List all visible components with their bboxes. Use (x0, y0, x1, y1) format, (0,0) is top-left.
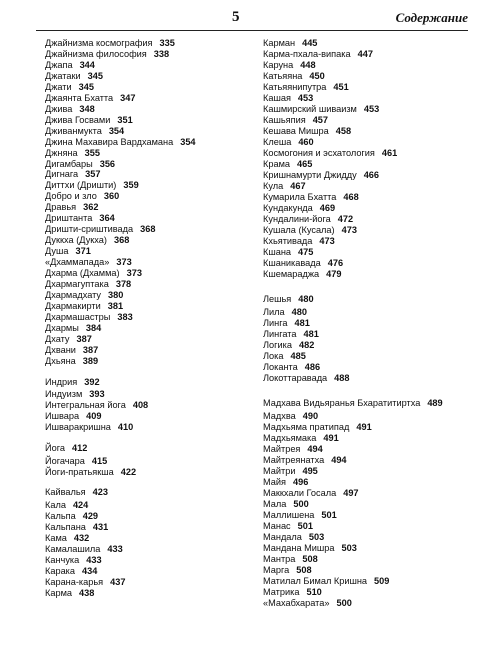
index-entry (263, 148, 397, 159)
index-page-number: 387 (76, 333, 92, 344)
index-page-number: 497 (343, 488, 359, 498)
index-term: Майя (263, 477, 286, 487)
index-entry (45, 290, 123, 301)
index-page-number: 355 (84, 147, 100, 158)
index-entry (45, 345, 98, 356)
index-page-number: 508 (296, 565, 312, 575)
index-entry (263, 38, 317, 49)
index-page-number: 491 (323, 433, 339, 443)
index-entry (45, 235, 129, 246)
index-page-number: 438 (79, 587, 95, 598)
index-entry (263, 598, 352, 609)
index-page-number: 481 (294, 318, 310, 328)
index-page-number: 508 (302, 554, 318, 564)
index-page-number: 359 (123, 180, 139, 191)
index-page-number: 509 (374, 576, 390, 586)
index-entry (263, 373, 350, 384)
index-page-number: 472 (337, 214, 354, 224)
index-page-number: 460 (298, 137, 314, 147)
index-term: Матрика (263, 587, 300, 597)
index-entry (45, 60, 95, 71)
index-term: Джапа (45, 59, 73, 70)
index-term: Дхармагуптака (45, 278, 109, 289)
index-page-number: 356 (99, 158, 116, 169)
index-page-number: 501 (297, 521, 313, 531)
index-page-number: 482 (298, 340, 315, 350)
index-page-number: 387 (82, 344, 99, 355)
index-page-number: 448 (300, 60, 316, 70)
index-term: Мадхьяма пратипад (263, 422, 350, 432)
index-term: Карман (263, 38, 296, 48)
index-page-number: 476 (327, 258, 344, 268)
index-term: Дуккха (Дукха) (45, 235, 107, 246)
index-term: Дхарма (Дхамма) (45, 267, 120, 278)
index-term: Ишвара (45, 411, 80, 422)
index-entry (45, 500, 88, 511)
index-entry (263, 93, 313, 104)
index-entry (45, 312, 133, 323)
index-page-number: 473 (341, 225, 357, 235)
index-term: Локанта (263, 362, 298, 372)
index-page-number: 453 (363, 104, 380, 114)
index-entry (263, 510, 337, 521)
index-term: Мантра (263, 554, 296, 564)
index-entry (45, 566, 97, 577)
index-term: Интегральная йога (45, 400, 126, 411)
index-page-number: 432 (73, 532, 90, 543)
index-entry (45, 323, 101, 334)
index-entry (263, 499, 309, 510)
index-term: Мала (263, 499, 287, 509)
index-page-number: 345 (87, 70, 103, 81)
index-term: Мадхва (263, 411, 296, 421)
index-term: Кхьятивада (263, 236, 313, 246)
index-entry (45, 443, 87, 454)
index-entry (263, 521, 313, 532)
index-term: Дигнага (45, 169, 79, 180)
index-term: Лока (263, 351, 284, 361)
index-term: Дхату (45, 333, 70, 344)
index-term: Кашьяпия (263, 115, 306, 125)
index-term: Ишваракришна (45, 422, 111, 433)
index-page-number: 364 (99, 213, 115, 224)
index-term: Индрия (45, 376, 78, 387)
index-term: Кула (263, 181, 284, 191)
index-page-number: 362 (83, 202, 99, 213)
index-entry (45, 511, 98, 522)
index-term: Кайвалья (45, 487, 86, 498)
index-entry (45, 213, 115, 224)
index-page-number: 368 (140, 224, 156, 235)
index-entry (263, 576, 389, 587)
index-entry (45, 389, 105, 400)
index-page-number: 408 (132, 400, 149, 411)
index-page-number: 392 (84, 376, 100, 387)
index-entry (263, 477, 308, 488)
index-page-number: 496 (292, 477, 309, 487)
index-entry (263, 192, 359, 203)
index-page-number: 467 (290, 181, 306, 191)
index-term: Карана-карья (45, 576, 104, 587)
index-term: Джатаки (45, 70, 81, 81)
index-entry (263, 433, 339, 444)
index-entry (263, 214, 353, 225)
page-number: 5 (232, 9, 240, 25)
index-term: Майтрея (263, 444, 301, 454)
index-page-number: 489 (427, 398, 443, 408)
index-page-number: 380 (108, 289, 124, 300)
index-entry (263, 294, 314, 305)
index-entry (45, 422, 133, 433)
index-entry (45, 38, 175, 49)
index-page-number: 360 (103, 191, 120, 202)
index-page-number: 466 (363, 170, 380, 180)
index-entry (45, 93, 136, 104)
index-page-number: 458 (335, 126, 352, 136)
index-term: Джаянта Бхатта (45, 92, 114, 103)
index-entry (45, 467, 136, 478)
index-entry (263, 411, 318, 422)
index-entry (263, 362, 320, 373)
index-term: Дриштанта (45, 213, 93, 224)
index-page-number: 423 (92, 487, 108, 498)
index-term: Катьяянипутра (263, 82, 327, 92)
index-page-number: 461 (381, 148, 398, 158)
index-entry (263, 532, 324, 543)
index-entry (45, 159, 115, 170)
index-term: Джайнизма космография (45, 38, 153, 48)
index-term: Кешава Мишра (263, 126, 329, 136)
index-page-number: 383 (117, 311, 133, 322)
index-entry (263, 455, 347, 466)
index-entry (263, 104, 379, 115)
index-term: Локоттаравада (263, 373, 328, 383)
index-entry (263, 258, 343, 269)
index-page-number: 348 (79, 103, 95, 114)
index-page-number: 494 (307, 444, 323, 454)
index-term: Лешья (263, 294, 292, 304)
index-entry (263, 351, 306, 362)
index-term: Кальпана (45, 521, 86, 532)
index-page-number: 490 (302, 411, 319, 421)
index-page-number: 422 (120, 467, 137, 478)
index-page-number: 503 (341, 543, 357, 553)
index-entry (263, 587, 322, 598)
index-term: Маккхали Госала (263, 488, 337, 498)
index-term: Мандана Мишра (263, 543, 335, 553)
index-entry (45, 104, 95, 115)
index-term: Дхармашастры (45, 311, 111, 322)
index-term: Манас (263, 521, 291, 531)
index-term: Канчука (45, 554, 80, 565)
index-page-number: 373 (126, 267, 142, 278)
index-entry (263, 422, 372, 433)
index-term: Дхармадхату (45, 289, 102, 300)
running-title: Содержание (395, 10, 468, 25)
index-page-number: 450 (309, 71, 325, 81)
index-page-number: 451 (333, 82, 349, 92)
index-term: Космогония и эсхатология (263, 148, 375, 158)
index-page-number: 368 (113, 235, 130, 246)
index-term: Кшаникавада (263, 258, 321, 268)
index-page-number: 354 (180, 136, 196, 147)
index-entry (45, 82, 94, 93)
index-term: Кама (45, 532, 67, 543)
index-term: Кундалини-йога (263, 214, 331, 224)
index-term: Джина Махавира Вардхамана (45, 136, 174, 147)
index-term: Дришти-сриштивада (45, 224, 134, 235)
index-term: Кала (45, 500, 66, 510)
index-entry (263, 318, 310, 329)
index-entry (45, 169, 101, 180)
index-page-number: 338 (153, 48, 170, 59)
index-page-number: 393 (89, 389, 105, 400)
index-page-number: 500 (336, 598, 352, 608)
index-term: Кушала (Кусала) (263, 225, 335, 235)
index-page-number: 437 (110, 576, 126, 587)
index-entry (45, 577, 125, 588)
index-entry (45, 257, 132, 268)
index-entry (45, 533, 89, 544)
index-term: Дхвани (45, 344, 76, 355)
index-term: Маллишена (263, 510, 315, 520)
index-term: Добро и зло (45, 191, 97, 202)
index-term: Линга (263, 318, 288, 328)
index-entry (263, 71, 325, 82)
index-page-number: 480 (298, 294, 314, 304)
index-term: Майтреянатха (263, 455, 325, 465)
index-page-number: 415 (91, 456, 108, 467)
index-term: Дживанмукта (45, 125, 102, 136)
index-term: Дхармакирти (45, 300, 101, 311)
index-term: Кашая (263, 93, 291, 103)
index-term: Карма-пхала-випака (263, 49, 351, 59)
index-entry (263, 329, 319, 340)
index-page-number: 479 (326, 269, 342, 279)
index-term: Джива Госвами (45, 114, 111, 125)
index-entry (263, 60, 316, 71)
index-page-number: 468 (343, 192, 359, 202)
index-page-number: 453 (297, 93, 314, 103)
index-page-number: 345 (78, 81, 94, 92)
index-page-number: 384 (85, 322, 102, 333)
index-entry (45, 180, 139, 191)
index-term: Кумарила Бхатта (263, 192, 337, 202)
index-page-number: 351 (117, 114, 133, 125)
index-term: Марга (263, 565, 290, 575)
index-entry (263, 307, 307, 318)
index-term: Кальпа (45, 511, 76, 521)
index-entry (263, 444, 323, 455)
index-term: Кшана (263, 247, 292, 257)
index-entry (263, 398, 443, 409)
index-term: Матилал Бимал Кришна (263, 576, 368, 586)
index-term: Кашмирский шиваизм (263, 104, 357, 114)
index-term: Джати (45, 81, 72, 92)
index-page-number: 344 (79, 59, 95, 70)
index-page-number: 389 (82, 355, 99, 366)
index-page-number: 503 (308, 532, 325, 542)
index-entry (45, 334, 92, 345)
index-page-number: 378 (115, 278, 132, 289)
index-page-number: 433 (86, 554, 102, 565)
index-entry (45, 279, 131, 290)
index-term: Крама (263, 159, 290, 169)
index-term: Диттхи (Дришти) (45, 180, 117, 191)
index-term: Дхармы (45, 322, 79, 333)
index-entry (45, 224, 155, 235)
index-page-number: 354 (108, 125, 125, 136)
index-term: Катьяяна (263, 71, 303, 81)
index-entry (45, 544, 123, 555)
index-page-number: 335 (159, 38, 175, 48)
index-entry (263, 466, 318, 477)
index-entry (263, 236, 335, 247)
index-term: Джива (45, 103, 73, 114)
index-entry (45, 400, 148, 411)
index-page-number: 429 (82, 511, 99, 521)
index-page-number: 480 (291, 307, 307, 317)
index-term: Дхьяна (45, 355, 76, 366)
index-entry (263, 115, 328, 126)
index-entry (45, 356, 98, 367)
index-page-number: 434 (82, 565, 98, 576)
index-entry (263, 159, 312, 170)
index-entry (45, 522, 108, 533)
index-entry (263, 488, 359, 499)
index-term: Йоги-пратьякша (45, 467, 114, 478)
index-term: Джайнизма философия (45, 48, 147, 59)
index-page-number: 410 (117, 422, 134, 433)
index-page-number: 409 (86, 411, 102, 422)
index-term: Мадхьямака (263, 433, 317, 443)
index-term: Джняна (45, 147, 78, 158)
index-entry (45, 49, 169, 60)
index-term: Лингата (263, 329, 297, 339)
index-term: Майтри (263, 466, 296, 476)
index-entry (45, 246, 91, 257)
index-page-number: 494 (331, 455, 347, 465)
index-entry (263, 565, 312, 576)
index-entry (263, 170, 379, 181)
index-page-number: 495 (302, 466, 318, 476)
index-entry (263, 225, 357, 236)
index-entry (263, 543, 357, 554)
index-entry (45, 268, 142, 279)
index-entry (263, 269, 341, 280)
index-page-number: 347 (120, 92, 136, 103)
index-page-number: 501 (321, 510, 337, 520)
index-entry (45, 411, 101, 422)
index-entry (263, 49, 373, 60)
index-entry (45, 301, 123, 312)
index-page-number: 465 (297, 159, 313, 169)
index-term: Дигамбары (45, 158, 93, 169)
index-entry (263, 554, 318, 565)
index-entry (45, 487, 108, 498)
index-term: Мадхава Видьяранья Бхаратитиртха (263, 398, 421, 408)
index-page-number: 357 (85, 169, 101, 180)
index-term: Лила (263, 307, 285, 317)
index-term: Дравья (45, 202, 77, 213)
index-term: Индуизм (45, 389, 83, 400)
index-term: Камалашила (45, 543, 101, 554)
index-entry (45, 137, 196, 148)
index-page-number: 433 (107, 543, 123, 554)
index-page-number: 486 (304, 362, 321, 372)
index-term: Карака (45, 565, 76, 576)
index-page-number: 431 (92, 521, 109, 532)
index-page-number: 510 (306, 587, 322, 597)
index-term: Логика (263, 340, 292, 350)
index-entry (263, 137, 314, 148)
index-term: Кшемараджа (263, 269, 320, 279)
index-entry (263, 203, 335, 214)
index-page-number: 457 (312, 115, 329, 125)
index-term: Кундакунда (263, 203, 313, 213)
index-page-number: 381 (107, 300, 124, 311)
header-rule (36, 30, 468, 31)
index-page-number: 473 (319, 236, 335, 246)
index-entry (45, 202, 98, 213)
index-page-number: 491 (356, 422, 372, 432)
index-entry (45, 71, 103, 82)
index-page-number: 488 (334, 373, 350, 383)
index-term: Мандала (263, 532, 302, 542)
index-entry (45, 456, 107, 467)
index-page-number: 447 (357, 49, 373, 59)
index-entry (263, 247, 313, 258)
index-term: Йога (45, 443, 65, 454)
index-page-number: 424 (72, 500, 89, 510)
index-page-number: 485 (290, 351, 306, 361)
index-page-number: 481 (303, 329, 319, 339)
index-page-number: 500 (293, 499, 309, 509)
index-page-number: 445 (302, 38, 318, 48)
index-page-number: 373 (116, 257, 132, 267)
index-term: Кришнамурти Джидду (263, 170, 357, 180)
index-entry (45, 126, 124, 137)
index-entry (45, 555, 102, 566)
index-entry (45, 148, 100, 159)
index-page-number: 371 (75, 246, 91, 256)
index-entry (45, 377, 100, 388)
index-entry (45, 588, 94, 599)
index-entry (263, 126, 351, 137)
index-page-number: 469 (319, 203, 336, 213)
index-page-number: 475 (298, 247, 314, 257)
index-entry (45, 115, 133, 126)
index-term: «Махабхарата» (263, 598, 330, 608)
index-term: Каруна (263, 60, 294, 70)
index-entry (263, 340, 314, 351)
index-entry (263, 82, 349, 93)
index-entry (45, 191, 119, 202)
index-entry (263, 181, 306, 192)
index-term: Душа (45, 246, 69, 256)
index-page-number: 412 (71, 443, 88, 454)
index-term: «Дхаммапада» (45, 257, 110, 267)
index-term: Йогачара (45, 456, 85, 467)
index-term: Карма (45, 587, 72, 598)
index-term: Клеша (263, 137, 292, 147)
